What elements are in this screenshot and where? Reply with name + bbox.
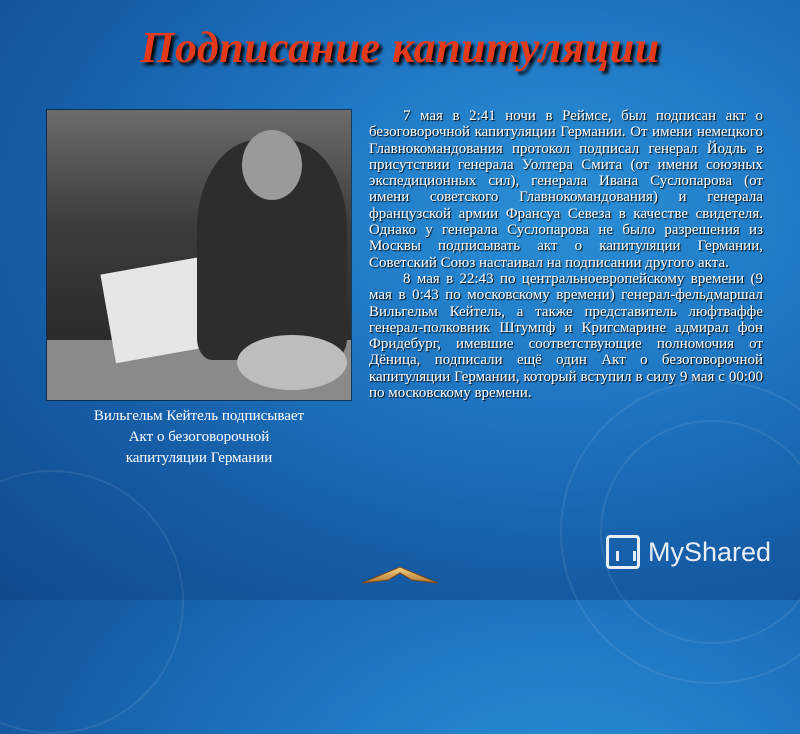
slide-title: Подписание капитуляции bbox=[140, 23, 660, 72]
watermark-text: MyShared bbox=[648, 536, 772, 567]
historical-photo bbox=[47, 110, 351, 400]
caption-line: Вильгельм Кейтель подписывает bbox=[93, 408, 305, 424]
paragraph: 7 мая в 2:41 ночи в Реймсе, был подписан акт о безоговорочной капитуляции Германии. От имени немецкого Главнокомандования протокол подписал генерал Йодль в присутствии генерала Уолтера Смита (от имени союзных экспедиционных сил), генерала Ивана Суслопарова (от имени советского Главнокомандования) и генерала французской армии Франсуа Севеза в качестве свидетеля. Однако у генерала Суслопарова не было разрешения из Москвы подписывать акт о капитуляции Германии, Советский Союз настаивал на подписании другого акта. bbox=[369, 108, 763, 271]
photo-caption bbox=[47, 406, 351, 469]
caption-line: Акт о безоговорочной bbox=[128, 429, 270, 445]
background-ripple bbox=[0, 470, 184, 734]
slide-body-text bbox=[369, 108, 763, 401]
myshared-logo-icon bbox=[606, 535, 640, 569]
next-slide-arrow-icon[interactable] bbox=[360, 565, 440, 585]
paragraph: 8 мая в 22:43 по центральноевропейскому времени (9 мая в 0:43 по московскому времени) генерал-фельдмаршал Вильгельм Кейтель, а также представитель люфтваффе генерал-полковник Штумпф и Кригсмарине адмирал фон Фридебург, имевшие соответствующие полномочия от Дёница, подписали ещё один Акт о безоговорочной капитуляции Германии, который вступил в силу 9 мая с 00:00 по московскому времени. bbox=[369, 270, 763, 402]
caption-line: капитуляции Германии bbox=[125, 450, 273, 466]
watermark-logo bbox=[606, 535, 771, 569]
